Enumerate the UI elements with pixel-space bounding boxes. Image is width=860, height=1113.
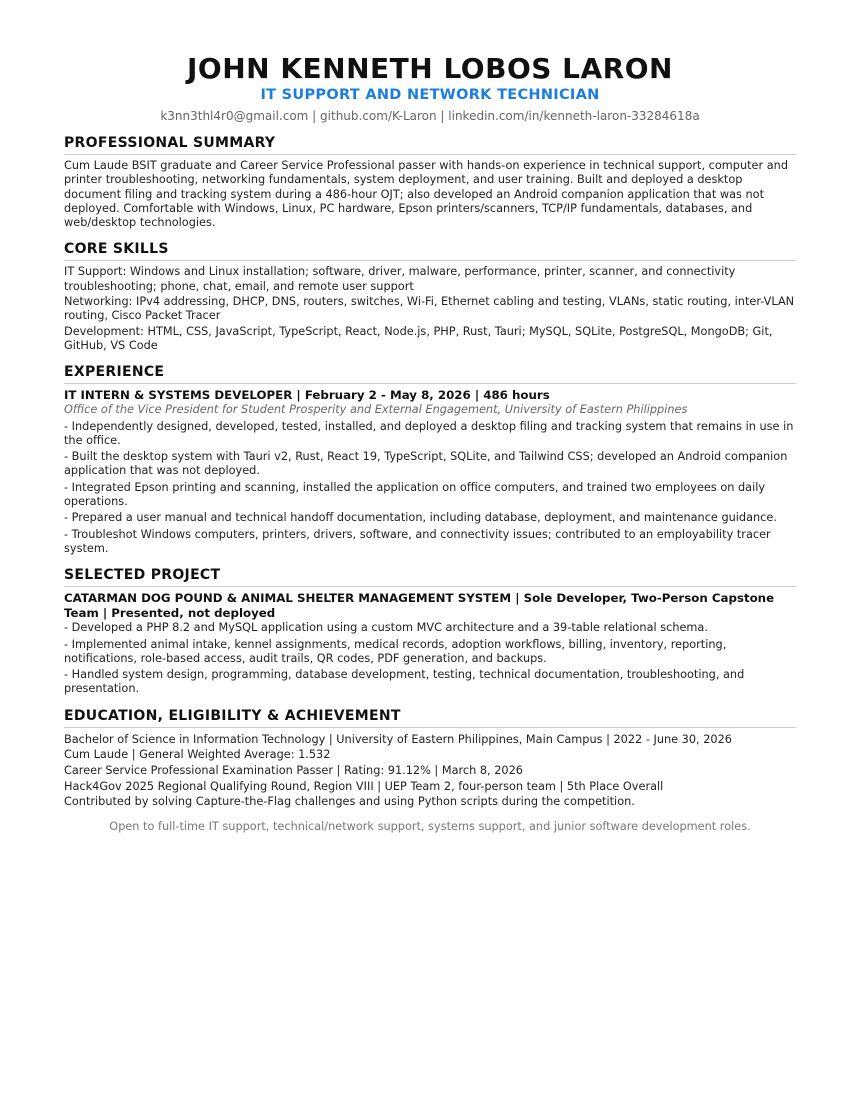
education-section — [64, 707, 796, 810]
section-title: PROFESSIONAL SUMMARY — [64, 134, 796, 155]
candidate-role: IT SUPPORT AND NETWORK TECHNICIAN — [260, 87, 600, 103]
candidate-name: JOHN KENNETH LOBOS LARON — [187, 52, 673, 85]
summary-section — [64, 134, 796, 230]
skill-line: Networking: IPv4 addressing, DHCP, DNS, routers, switches, Wi-Fi, Ethernet cabling and testing, VLANs, static routing, inter-VLAN routing, Cisco Packet Tracer — [64, 295, 795, 323]
summary-text: Cum Laude BSIT graduate and Career Service Professional passer with hands-on experience in technical support, computer and printer troubleshooting, networking fundamentals, system deployment, and user training. Built and deployed a desktop document filing and tracking system during a 486-hour OJT; also developed an Android companion application that was not deployed. Comfortable with Windows, Linux, PC hardware, Epson printers/scanners, TCP/IP fundamentals, databases, and web/desktop technologies. — [64, 159, 788, 230]
education-line: Career Service Professional Examination Passer | Rating: 91.12% | March 8, 2026 — [64, 763, 523, 777]
job-title: IT INTERN & SYSTEMS DEVELOPER | February 2 - May 8, 2026 | 486 hours — [64, 388, 550, 403]
section-title: CORE SKILLS — [64, 240, 796, 261]
education-line: Hack4Gov 2025 Regional Qualifying Round, Region VIII | UEP Team 2, four-person team | 5th Place Overall — [64, 779, 664, 793]
contact-line: k3nn3thl4r0@gmail.com | github.com/K-Laron | linkedin.com/in/kenneth-laron-33284618a — [160, 109, 700, 123]
experience-bullet: - Independently designed, developed, tested, installed, and deployed a desktop filing and tracking system that remains in use in the office. — [64, 419, 794, 447]
job-organization: Office of the Vice President for Student Prosperity and External Engagement, University of Eastern Philippines — [64, 403, 688, 417]
experience-bullet: - Built the desktop system with Tauri v2, Rust, React 19, TypeScript, SQLite, and Tailwind CSS; developed an Android companion application that was not deployed. — [64, 450, 788, 478]
education-line: Cum Laude | General Weighted Average: 1.532 — [64, 748, 331, 762]
project-section — [64, 566, 796, 696]
skills-section — [64, 240, 796, 353]
project-bullet: - Implemented animal intake, kennel assignments, medical records, adoption workflows, billing, inventory, reporting, notifications, role-based access, audit trails, QR codes, PDF generation, and backups. — [64, 637, 727, 665]
education-line: Bachelor of Science in Information Technology | University of Eastern Philippines, Main Campus | 2022 - June 30, 2026 — [64, 732, 732, 746]
skill-line: IT Support: Windows and Linux installation; software, driver, malware, performance, printer, scanner, and connectivity troubleshooting; phone, chat, email, and remote user support — [64, 265, 736, 293]
project-bullet: - Handled system design, programming, database development, testing, technical documentation, troubleshooting, and presentation. — [64, 668, 745, 696]
skill-line: Development: HTML, CSS, JavaScript, TypeScript, React, Node.js, PHP, Rust, Tauri; MySQL, SQLite, PostgreSQL, MongoDB; Git, GitHub, VS Code — [64, 324, 773, 352]
project-bullet: - Developed a PHP 8.2 and MySQL application using a custom MVC architecture and a 39-table relational schema. — [64, 621, 708, 635]
experience-bullet: - Troubleshot Windows computers, printers, drivers, software, and connectivity issues; contributed to an employability tracer system. — [64, 527, 771, 555]
section-title: EXPERIENCE — [64, 363, 796, 384]
section-title: SELECTED PROJECT — [64, 566, 796, 587]
availability-note: Open to full-time IT support, technical/network support, systems support, and junior software development roles. — [109, 819, 751, 833]
section-title: EDUCATION, ELIGIBILITY & ACHIEVEMENT — [64, 707, 796, 728]
project-title: CATARMAN DOG POUND & ANIMAL SHELTER MANAGEMENT SYSTEM | Sole Developer, Two-Person Capstone Team | Presented, not deployed — [64, 591, 775, 621]
experience-section — [64, 363, 796, 556]
experience-bullet: - Prepared a user manual and technical handoff documentation, including database, deployment, and maintenance guidance. — [64, 511, 777, 525]
education-line: Contributed by solving Capture-the-Flag challenges and using Python scripts during the competition. — [64, 795, 635, 809]
experience-bullet: - Integrated Epson printing and scanning, installed the application on office computers, and trained two employees on daily operations. — [64, 480, 766, 509]
